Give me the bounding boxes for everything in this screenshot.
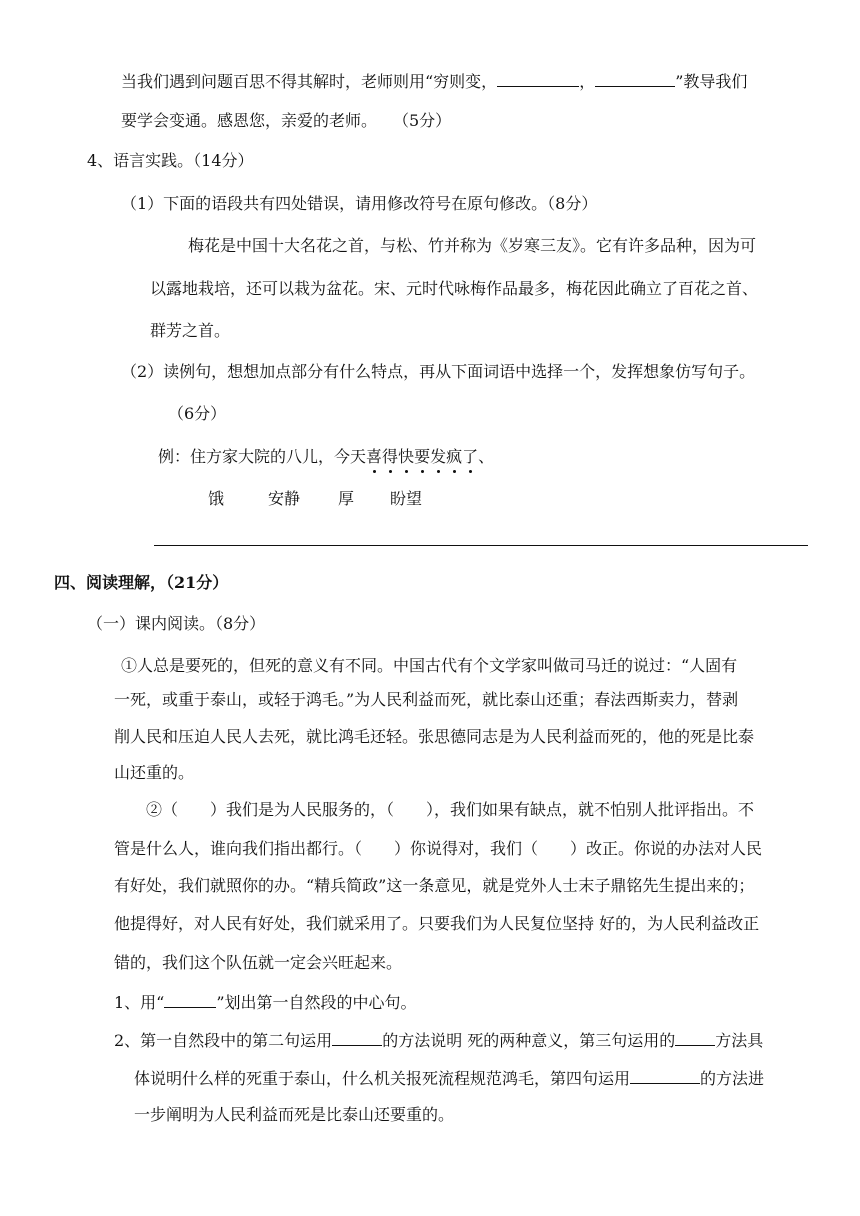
reading-question-2-line: 体说明什么样的死重于泰山，什么机关报死流程规范鸿毛，第四句运用 的方法进 (134, 1069, 765, 1088)
reading-question-1: 1、用“ ”划出第一自然段的中心句。 (114, 993, 417, 1012)
passage-line: 群芳之首。 (150, 321, 231, 340)
dotted-char: 疯 (446, 447, 463, 466)
question-4-1-title: （1）下面的语段共有四处错误，请用修改符号在原句修改。（8分） (121, 194, 598, 213)
section-4-title: 四、阅读理解，（21分） (54, 573, 229, 592)
paragraph-1-line: ①人总是要死的，但死的意义有不同。中国古代有个文学家叫做司马迁的说过：“人固有 (121, 656, 738, 675)
fill-in-line-2: 要学会变通。感恩您，亲爱的老师。 （5分） (121, 111, 452, 130)
answer-line[interactable] (154, 545, 808, 546)
word-choice: 安静 (268, 489, 301, 508)
question-4-2-score: （6分） (168, 404, 227, 423)
paragraph-1-line: 山还重的。 (114, 763, 195, 782)
example-sentence: 例：住方家大院的八儿，今天喜得快要发疯了、 (158, 447, 495, 466)
answer-blank[interactable] (164, 991, 216, 1008)
reading-question-2-line: 2、第一自然段中的第二句运用 的方法说明 死的两种意义，第三句运用的 方法具 (114, 1031, 764, 1050)
dotted-char: 了 (462, 447, 479, 466)
dotted-char: 要 (414, 447, 431, 466)
paragraph-2-line: 错的，我们这个队伍就一定会兴旺起来。 (114, 953, 403, 972)
dotted-char: 快 (398, 447, 415, 466)
paragraph-2-line: 他提得好，对人民有好处，我们就采用了。只要我们为人民复位坚持 好的，为人民利益改正 (114, 914, 760, 933)
passage-line: 梅花是中国十大名花之首，与松、竹并称为《岁寒三友》。它有许多品种，因为可 (188, 236, 757, 255)
word-choice: 饿 (208, 489, 225, 508)
paragraph-2-line: ②（ ）我们是为人民服务的，（ ），我们如果有缺点，就不怕别人批评指出。不 (146, 800, 755, 819)
dotted-char: 得 (382, 447, 399, 466)
fill-in-line-1: 当我们遇到问题百思不得其解时，老师则用“穷则变， ， ”教导我们 (121, 72, 748, 91)
part-1-title: （一）课内阅读。（8分） (87, 614, 266, 633)
word-choice: 厚 (338, 489, 355, 508)
answer-blank[interactable] (675, 1029, 715, 1046)
paragraph-2-line: 管是什么人，谁向我们指出都行。（ ）你说得对，我们（ ）改正。你说的办法对人民 (114, 839, 763, 858)
paragraph-2-line: 有好处，我们就照你的办。“精兵简政”这一条意见，就是党外人士末子鼎铭先生提出来的； (114, 876, 755, 895)
answer-blank[interactable] (497, 70, 579, 87)
question-4-2-title: （2）读例句，想想加点部分有什么特点，再从下面词语中选择一个，发挥想象仿写句子。 (121, 362, 756, 381)
question-4-title: 4、语言实践。（14分） (87, 151, 254, 170)
paragraph-1-line: 削人民和压迫人民人去死，就比鸿毛还轻。张思德同志是为人民利益而死的，他的死是比泰 (114, 727, 755, 746)
word-choice: 盼望 (390, 489, 423, 508)
dotted-char: 喜 (366, 447, 383, 466)
answer-blank[interactable] (332, 1029, 382, 1046)
answer-blank[interactable] (630, 1067, 700, 1084)
reading-question-2-line: 一步阐明为人民利益而死是比泰山还要重的。 (134, 1105, 455, 1124)
answer-blank[interactable] (595, 70, 675, 87)
passage-line: 以露地栽培，还可以栽为盆花。宋、元时代咏梅作品最多，梅花因此确立了百花之首、 (150, 279, 759, 298)
paragraph-1-line: 一死，或重于泰山，或轻于鸿毛。”为人民利益而死，就比泰山还重；春法西斯卖力，替剥 (114, 690, 739, 709)
dotted-char: 发 (430, 447, 447, 466)
